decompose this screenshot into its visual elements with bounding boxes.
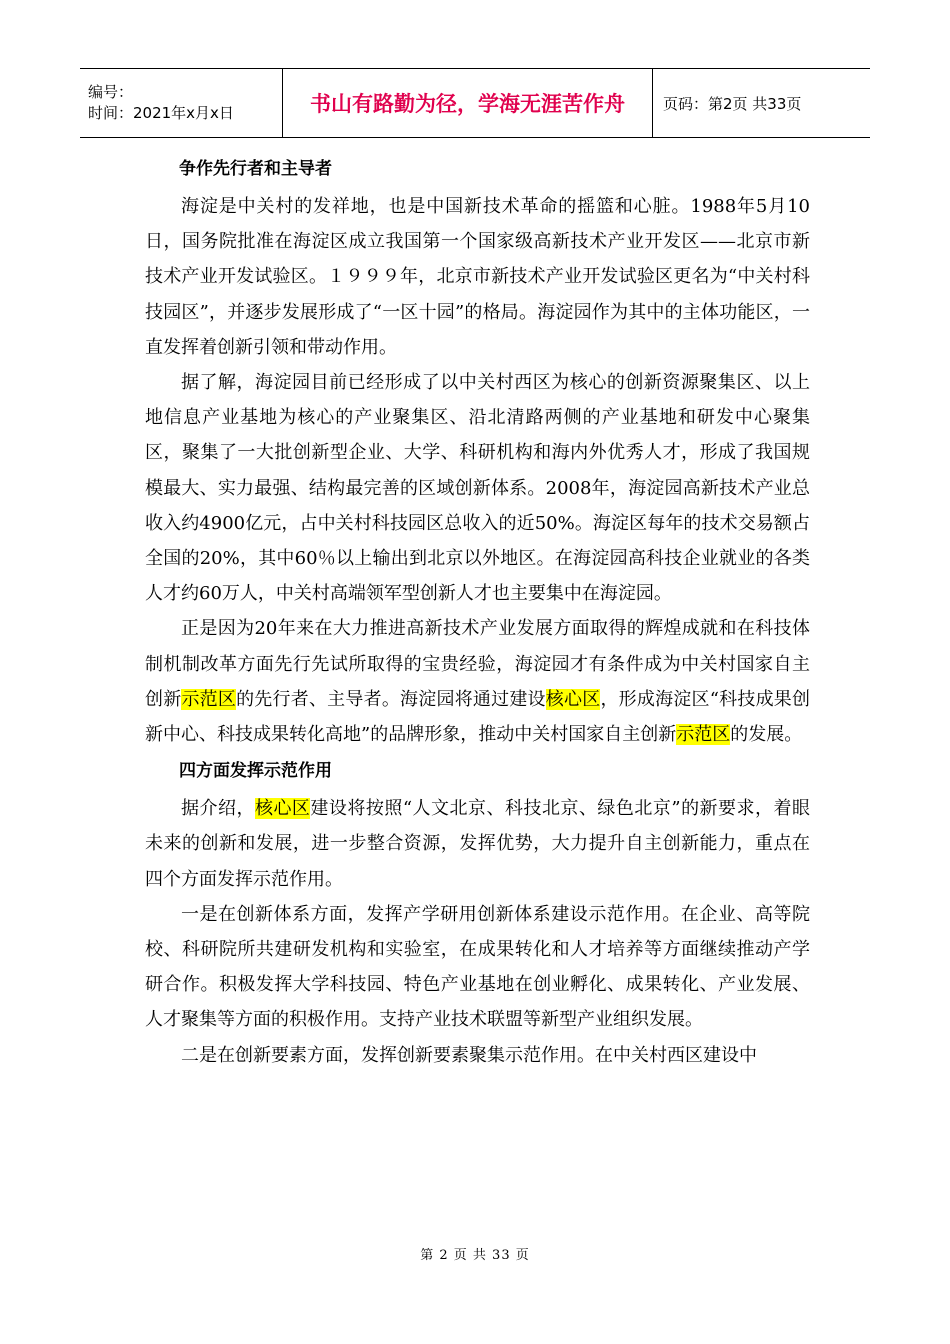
header-page-info	[653, 69, 870, 137]
paragraph-text: 据了解，海淀园目前已经形成了以中关村西区为核心的创新资源聚集区、以上地信息产业基地为核心的产业聚集区、沿北清路两侧的产业基地和研发中心聚集区，聚集了一大批创新型企业、大学、科研机构和海内外优秀人才，形成了我国规模最大、实力最强、结构最完善的区域创新体系。2008年，海淀园高新技术产业总收入约4900亿元，占中关村科技园区总收入的近50%。海淀区每年的技术交易额占全国的20%，其中60％以上输出到北京以外地区。在海淀园高科技企业就业的各类人才约60万人，中关村高端领军型创新人才也主要集中在海淀园。	[145, 372, 810, 605]
highlighted-term: 示范区	[181, 688, 237, 710]
paragraph-text: 的先行者、主导者。海淀园将通过建设	[236, 688, 546, 710]
document-date: 时间：2021年x月x日	[88, 104, 234, 122]
paragraph-text: 正是因为20年来在大力推进高新技术产业发展方面取得的辉煌成就和在科技体制机制改革方面先行先试所取得的宝贵经验，海淀园才有条件成为中关村国家自主创新	[145, 618, 810, 710]
paragraph-text: ，形成海淀区“科技成果创新中心、科技成果转化高地”的品牌形象，推动中关村国家自主创新	[145, 688, 811, 746]
paragraph-text: 二是在创新要素方面，发挥创新要素聚集示范作用。在中关村西区建设中	[181, 1044, 757, 1066]
paragraph-text: 据介绍，	[181, 798, 255, 820]
page-footer: 第 2 页 共 33 页	[420, 1248, 530, 1263]
motto-text: 书山有路勤为径，学海无涯苦作舟	[310, 92, 625, 116]
document-code: 编号：	[88, 83, 134, 101]
paragraph	[145, 365, 810, 611]
header-meta	[80, 69, 283, 137]
paragraph	[145, 611, 810, 752]
highlighted-term: 示范区	[676, 724, 731, 746]
paragraph-text: 一是在创新体系方面，发挥产学研用创新体系建设示范作用。在企业、高等院校、科研院所共建研发机构和实验室，在成果转化和人才培养等方面继续推动产学研合作。积极发挥大学科技园、特色产业基地在创业孵化、成果转化、产业发展、人才聚集等方面的积极作用。支持产业技术联盟等新型产业组织发展。	[145, 903, 810, 1031]
section-heading: 争作先行者和主导者	[179, 159, 332, 179]
page-header	[80, 68, 870, 138]
page-number-label: 页码：第2页 共33页	[663, 94, 802, 113]
paragraph	[145, 189, 810, 365]
paragraph-text: 建设将按照“人文北京、科技北京、绿色北京”的新要求，着眼未来的创新和发展，进一步整合资源，发挥优势，大力提升自主创新能力，重点在四个方面发挥示范作用。	[145, 798, 811, 890]
paragraph-text: 的发展。	[730, 724, 803, 746]
paragraph	[145, 897, 810, 1038]
paragraph	[145, 791, 810, 897]
section-heading: 四方面发挥示范作用	[179, 761, 332, 782]
paragraph-text: 海淀是中关村的发祥地，也是中国新技术革命的摇篮和心脏。1988年5月10日，国务院批准在海淀区成立我国第一个国家级高新技术产业开发区——北京市新技术产业开发试验区。１９９９年，北京市新技术产业开发试验区更名为“中关村科技园区”，并逐步发展形成了“一区十园”的格局。海淀园作为其中的主体功能区，一直发挥着创新引领和带动作用。	[145, 196, 810, 358]
highlighted-term: 核心区	[545, 688, 601, 710]
header-motto	[283, 69, 653, 137]
paragraph	[145, 1038, 810, 1073]
document-body	[145, 150, 810, 1073]
highlighted-term: 核心区	[254, 798, 311, 820]
